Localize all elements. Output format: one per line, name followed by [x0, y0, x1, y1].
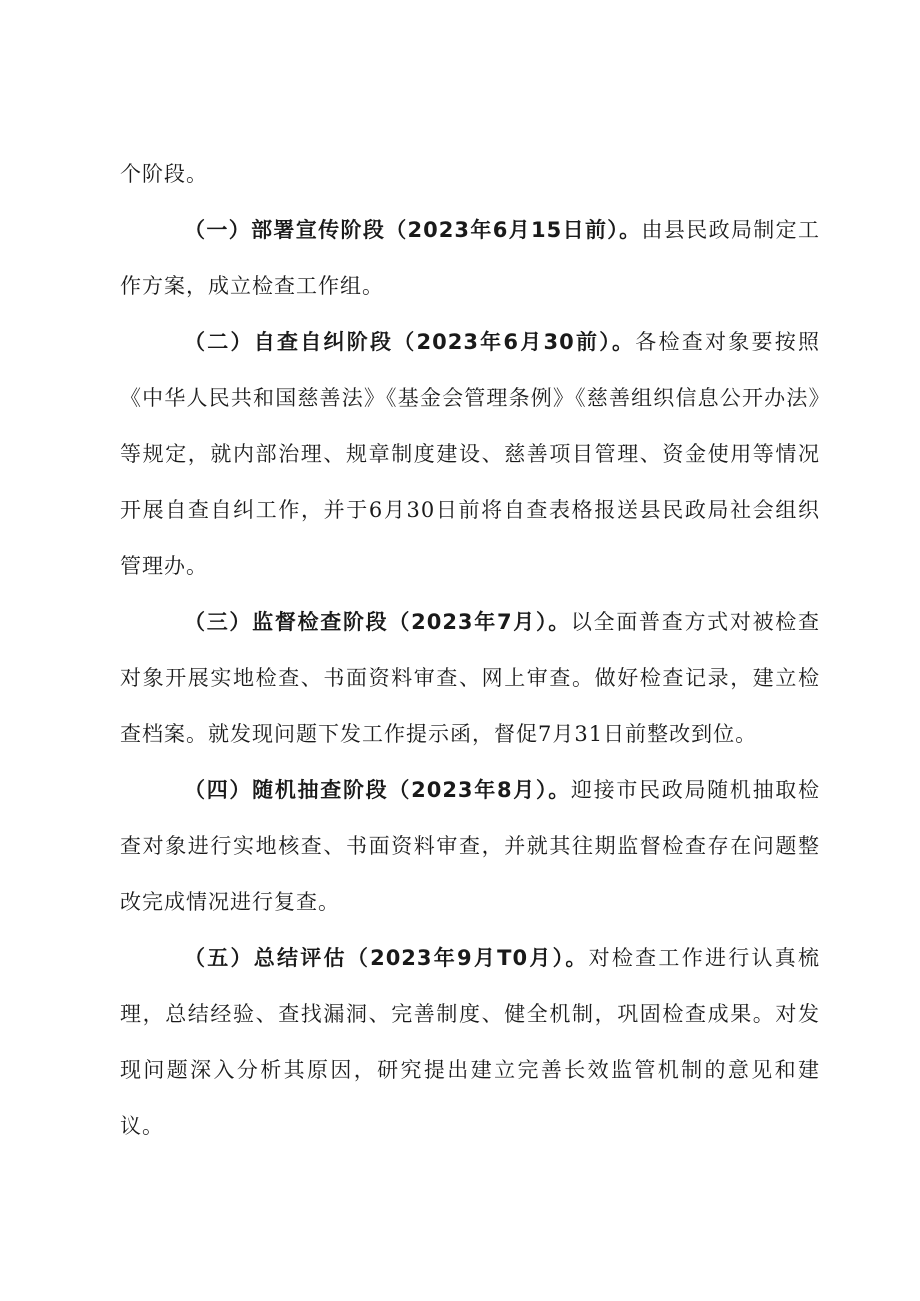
lead-text: 个阶段。 — [120, 162, 208, 186]
section-body-5: 对检查工作进行认真梳理，总结经验、查找漏洞、完善制度、健全机制，巩固检查成果。对发现问题深入分析其原因，研究提出建立完善长效监管机制的意见和建议。 — [120, 946, 820, 1138]
section-body-3: 以全面普查方式对被检查对象开展实地检查、书面资料审查、网上审查。做好检查记录，建立检查档案。就发现问题下发工作提示函，督促7月31日前整改到位。 — [120, 610, 820, 746]
section-paragraph-3 — [120, 594, 820, 762]
section-heading-2: （二）自查自纠阶段（2023年6月30前）。 — [184, 330, 636, 354]
section-paragraph-1 — [120, 202, 820, 314]
section-paragraph-2 — [120, 314, 820, 594]
section-heading-5: （五）总结评估（2023年9月T0月）。 — [184, 946, 589, 970]
section-paragraph-5 — [120, 930, 820, 1154]
section-body-2: 各检查对象要按照《中华人民共和国慈善法》《基金会管理条例》《慈善组织信息公开办法》等规定，就内部治理、规章制度建设、慈善项目管理、资金使用等情况开展自查自纠工作，并于6月30日前将自查表格报送县民政局社会组织管理办。 — [120, 330, 820, 578]
section-paragraph-4 — [120, 762, 820, 930]
section-heading-4: （四）随机抽查阶段（2023年8月）。 — [184, 778, 571, 802]
section-body-4: 迎接市民政局随机抽取检查对象进行实地核查、书面资料审查，并就其往期监督检查存在问题整改完成情况进行复查。 — [120, 778, 820, 914]
section-heading-1: （一）部署宣传阶段（2023年6月15日前）。 — [184, 218, 642, 242]
section-body-1: 由县民政局制定工作方案，成立检查工作组。 — [120, 218, 821, 298]
lead-paragraph — [120, 146, 820, 202]
section-heading-3: （三）监督检查阶段（2023年7月）。 — [184, 610, 571, 634]
document-page — [120, 146, 820, 1154]
